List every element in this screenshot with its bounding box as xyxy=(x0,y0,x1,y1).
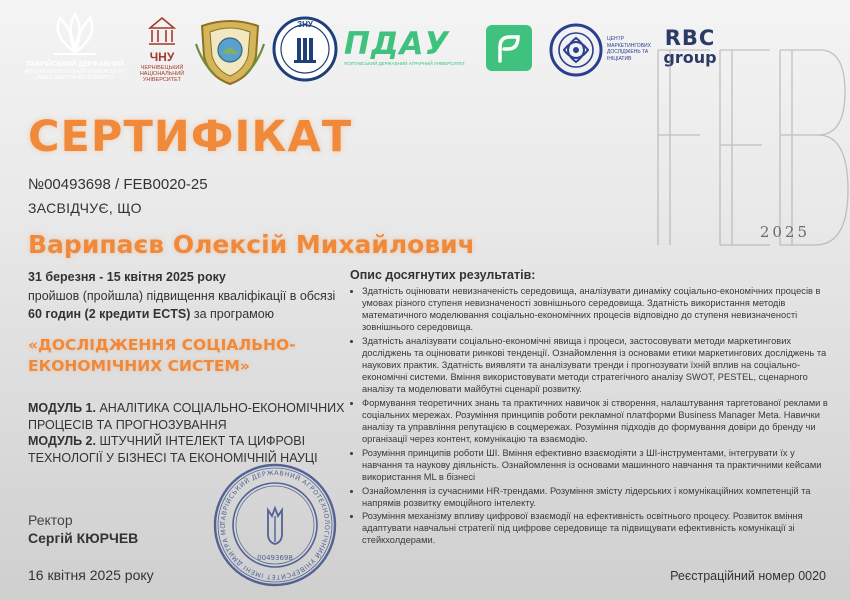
znu-logo xyxy=(270,14,340,84)
hours-value: 60 годин (2 кредити ECTS) xyxy=(28,307,191,321)
academy-emblem-logo xyxy=(194,14,266,88)
issue-date: 16 квітня 2025 року xyxy=(28,567,154,583)
registration-number: Реєстраційний номер 0020 xyxy=(670,569,826,583)
feb-monogram-icon xyxy=(650,40,850,250)
module-2-title: ШТУЧНИЙ ІНТЕЛЕКТ ТА ЦИФРОВІ ТЕХНОЛОГІЇ У БІЗНЕСІ ТА ЕКОНОМІЧНІЙ НАУЦІ xyxy=(28,434,318,465)
pdau-symbol-logo xyxy=(486,25,532,71)
outcome-item: • Здатність оцінювати невизначеність середовища, аналізувати динаміку соціально-економічних процесів в умовах різного ступеня невизначеності зовнішнього середовища. Здатність використання методів математичного моделювання соціально-економічних процесів відповідно до ступеня невизначеності зовнішнього середовища. xyxy=(362,285,830,333)
outcome-item: • Розуміння механізму впливу цифрової взаємодії на ефективність освітнього процесу. Розвиток вміння адаптувати навчальні стратегії під цифрове середовище та підвищувати ефективність комунікації зі стейкхолдерами. xyxy=(362,510,830,546)
sprout-icon xyxy=(486,25,532,71)
shield-emblem-icon xyxy=(194,14,266,88)
tsatu-logo xyxy=(20,12,130,92)
pdau-logo xyxy=(344,28,479,78)
tsatu-line-3: ІМЕНІ ДМИТРА МОТОРНОГО xyxy=(36,75,114,82)
tsatu-line-1: ТАВРІЙСЬКИЙ ДЕРЖАВНИЙ xyxy=(26,61,124,68)
chnu-mark: ЧНУ xyxy=(149,50,175,64)
modules-list xyxy=(28,400,348,466)
outcome-item: • Здатність аналізувати соціально-економічні явища і процеси, застосовувати методи маркетингових досліджень та оцінювати ринкові тенденції. Ознайомлення із основами етики маркетингових досліджень та наукових практик. Здатність виявляти та аналізувати тренди і прогнозувати їхній вплив на соціально-економічні системи. Вміння використовувати методи стратегічного аналізу SWOT, PESTEL, сценарного аналізу та моделювати майбутні сценарії розвитку. xyxy=(362,335,830,395)
tsatu-line-2: АГРОТЕХНОЛОГІЧНИЙ УНІВЕРСИТЕТ xyxy=(24,69,126,76)
rbc-wordmark: RBC xyxy=(664,26,716,50)
pdau-wordmark: ПДАУ xyxy=(344,26,450,62)
official-stamp xyxy=(210,460,340,590)
module-1 xyxy=(28,400,348,433)
hours-statement xyxy=(28,307,274,321)
stamp-code: 00493698 xyxy=(257,554,293,562)
chnu-line-3: УНІВЕРСИТЕТ xyxy=(142,77,182,84)
module-1-label: МОДУЛЬ 1. xyxy=(28,401,96,415)
rbc-group-word: group xyxy=(663,48,717,67)
watermark-year: 2025 xyxy=(759,223,810,241)
program-title: «ДОСЛІДЖЕННЯ СОЦІАЛЬНО-ЕКОНОМІЧНИХ СИСТЕМ» xyxy=(28,336,296,375)
course-dates: 31 березня - 15 квітня 2025 року xyxy=(28,270,226,284)
stamp-ring-text: ТАВРІЙСЬКИЙ ДЕРЖАВНИЙ АГРОТЕХНОЛОГІЧНИЙ УНІВЕРСИТЕТ ІМЕНІ ДМИТРА МО xyxy=(218,468,332,582)
feb-watermark xyxy=(650,40,850,250)
outcomes-heading: Опис досягнутих результатів: xyxy=(350,268,536,282)
znu-mark: ЗНУ xyxy=(297,20,313,29)
outcome-item: • Розуміння принципів роботи ШІ. Вміння ефективно взаємодіяти з ШІ-інструментами, інтегрувати їх у навчання та наукову діяльність. Ознайомлення із основами машинного навчання та практичними кейсами використання ML в бізнесі xyxy=(362,447,830,483)
certificate-number: №00493698 / FEB0020-25 xyxy=(28,176,208,193)
seal-icon xyxy=(210,460,340,590)
chnu-logo xyxy=(132,14,192,94)
center-line-2: МАРКЕТИНГОВИХ xyxy=(607,42,651,49)
certifies-label: ЗАСВІДЧУЄ, ЩО xyxy=(28,200,142,216)
rector-label: Ректор xyxy=(28,512,73,528)
chnu-line-1: ЧЕРНІВЕЦЬКИЙ xyxy=(140,64,184,71)
outcome-item: • Формування теоретичних знань та практичних навичок зі створення, налаштування таргетованої реклами в соціальних мережах. Розуміння принципів роботи рекламної платформи Business Manager Meta. Навички аналізу та управління репутацією в соцмережах. Розуміння підходів до формування довіри до бренду чи організації через контент, комунікацію та взаємодію. xyxy=(362,397,830,445)
pdau-subtitle: ПОЛТАВСЬКИЙ ДЕРЖАВНИЙ АГРАРНИЙ УНІВЕРСИТЕТ xyxy=(344,61,466,66)
program-intro: за програмою xyxy=(190,307,275,321)
chnu-line-2: НАЦІОНАЛЬНИЙ xyxy=(139,71,185,78)
module-1-title: АНАЛІТИКА СОЦІАЛЬНО-ЕКОНОМІЧНИХ ПРОЦЕСІВ ТА ПРОГНОЗУВАННЯ xyxy=(28,401,345,432)
certificate-title: СЕРТИФІКАТ xyxy=(28,112,353,162)
center-line-3: ДОСЛІДЖЕНЬ ТА xyxy=(607,49,649,55)
building-icon xyxy=(132,14,192,48)
research-center-emblem xyxy=(548,22,604,78)
rector-name: Сергій КЮРЧЕВ xyxy=(28,530,139,546)
module-2-label: МОДУЛЬ 2. xyxy=(28,434,96,448)
recipient-name: Варипаєв Олексій Михайлович xyxy=(28,230,475,259)
network-knot-icon xyxy=(548,22,604,78)
center-line-4: ІНІЦІАТИВ xyxy=(607,55,632,62)
leaf-icon xyxy=(20,12,130,56)
center-line-1: ЦЕНТР xyxy=(607,36,625,42)
learning-outcomes xyxy=(350,268,830,548)
outcomes-list xyxy=(350,285,830,546)
completion-statement: пройшов (пройшла) підвищення кваліфікації в обсязі xyxy=(28,289,336,303)
outcome-item: • Ознайомлення із сучасними HR-трендами. Розуміння змісту лідерських і комунікаційних компетенцій та напрямів розвитку емоційного інтелекту. xyxy=(362,485,830,509)
